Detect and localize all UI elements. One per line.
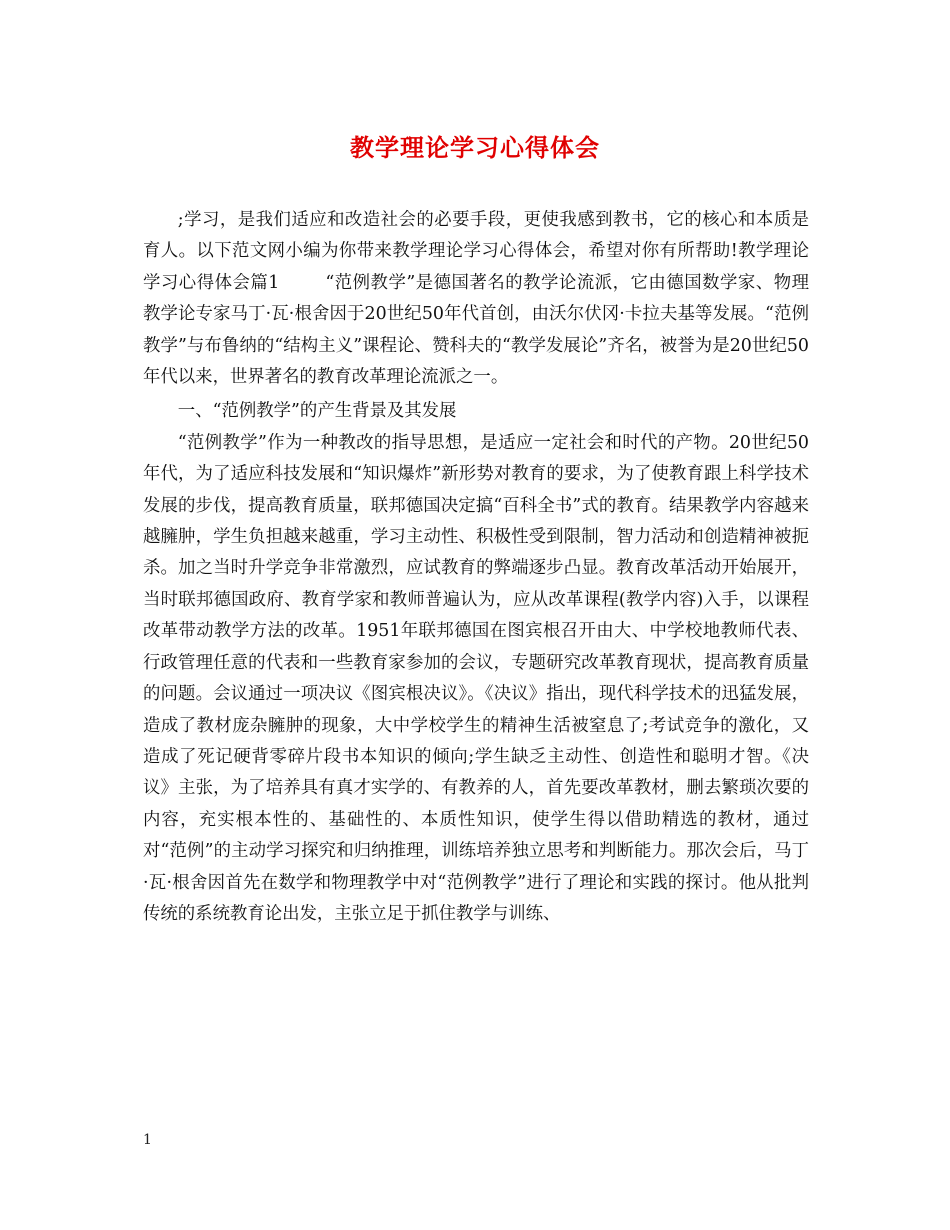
document-title: 教学理论学习心得体会	[350, 133, 600, 162]
intro-paragraph	[143, 205, 809, 393]
section-label: 教学理论学习心得体会篇1	[143, 241, 809, 293]
document-body	[143, 205, 809, 930]
section-text: “范例教学”是德国著名的教学论流派，它由德国数学家、物理教学论专家马丁·瓦·根舍因于20世纪50年代首创，由沃尔伏冈·卡拉夫基等发展。“范例教学”与布鲁纳的“结构主义”课程论、赞科夫的“教学发展论”齐名，被誉为是20世纪50年代以来，世界著名的教育改革理论流派之一。	[143, 272, 809, 388]
page-number: 1	[143, 1132, 152, 1148]
section-heading: 一、“范例教学”的产生背景及其发展	[177, 401, 457, 422]
intro-text: ;学习，是我们适应和改造社会的必要手段，更使我感到教书，它的核心和本质是育人。以下范文网小编为你带来教学理论学习心得体会，希望对你有所帮助!	[143, 210, 809, 262]
body-paragraph: “范例教学”作为一种教改的指导思想，是适应一定社会和时代的产物。20世纪50年代，为了适应科技发展和“知识爆炸”新形势对教育的要求，为了使教育跟上科学技术发展的步伐，提高教育质量，联邦德国决定搞“百科全书”式的教育。结果教学内容越来越臃肿，学生负担越来越重，学习主动性、积极性受到限制，智力活动和创造精神被扼杀。加之当时升学竞争非常激烈，应试教育的弊端逐步凸显。教育改革活动开始展开，当时联邦德国政府、教育学家和教师普遍认为，应从改革课程(教学内容)入手，以课程改革带动教学方法的改革。1951年联邦德国在图宾根召开由大、中学校地教师代表、行政管理任意的代表和一些教育家参加的会议，专题研究改革教育现状，提高教育质量的问题。会议通过一项决议《图宾根决议》。《决议》指出，现代科学技术的迅猛发展，造成了教材庞杂臃肿的现象，大中学校学生的精神生活被窒息了;考试竞争的激化，又造成了死记硬背零碎片段书本知识的倾向;学生缺乏主动性、创造性和聪明才智。《决议》主张，为了培养具有真才实学的、有教养的人，首先要改革教材，删去繁琐次要的内容，充实根本性的、基础性的、本质性知识，使学生得以借助精选的教材，通过对“范例”的主动学习探究和归纳推理，训练培养独立思考和判断能力。那次会后，马丁·瓦·根舍因首先在数学和物理教学中对“范例教学”进行了理论和实践的探讨。他从批判传统的系统教育论出发，主张立足于抓住教学与训练、	[143, 432, 809, 924]
